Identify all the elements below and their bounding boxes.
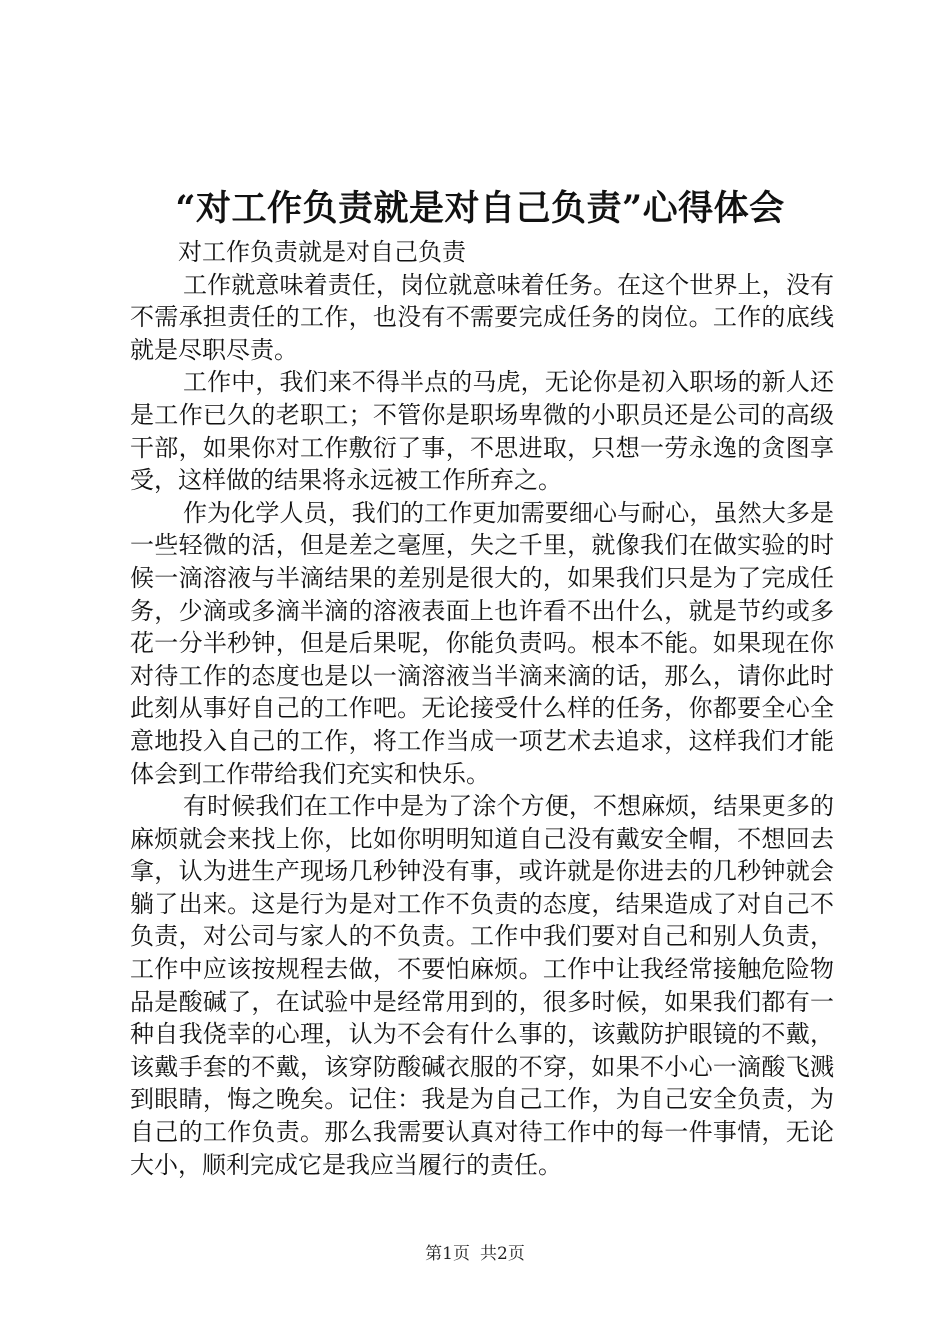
paragraph: 工作就意味着责任，岗位就意味着任务。在这个世界上，没有不需承担责任的工作，也没有不需要完成任务的岗位。工作的底线就是尽职尽责。	[130, 270, 834, 364]
document-subtitle: 对工作负责就是对自己负责	[178, 238, 466, 266]
document-body	[130, 236, 834, 1181]
page-total: 共2页	[480, 1244, 525, 1264]
paragraph: 作为化学人员，我们的工作更加需要细心与耐心，虽然大多是一些轻微的活，但是差之毫厘，失之千里，就像我们在做实验的时候一滴溶液与半滴结果的差别是很大的，如果我们只是为了完成任务，少滴或多滴半滴的溶液表面上也许看不出什么，就是节约或多花一分半秒钟，但是后果呢，你能负责吗。根本不能。如果现在你对待工作的态度也是以一滴溶液当半滴来滴的话，那么，请你此时此刻从事好自己的工作吧。无论接受什么样的任务，你都要全心全意地投入自己的工作，将工作当成一项艺术去追求，这样我们才能体会到工作带给我们充实和快乐。	[130, 498, 834, 788]
paragraph: 工作中，我们来不得半点的马虎，无论你是初入职场的新人还是工作已久的老职工；不管你是职场卑微的小职员还是公司的高级干部，如果你对工作敷衍了事，不思进取，只想一劳永逸的贪图享受，这样做的结果将永远被工作所弃之。	[130, 368, 834, 495]
paragraph: 有时候我们在工作中是为了涂个方便，不想麻烦，结果更多的麻烦就会来找上你，比如你明明知道自己没有戴安全帽，不想回去拿，认为进生产现场几秒钟没有事，或许就是你进去的几秒钟就会躺了出来。这是行为是对工作不负责的态度，结果造成了对自己不负责，对公司与家人的不负责。工作中我们要对自己和别人负责，工作中应该按规程去做，不要怕麻烦。工作中让我经常接触危险物品是酸碱了，在试验中是经常用到的，很多时候，如果我们都有一种自我侥幸的心理，认为不会有什么事的，该戴防护眼镜的不戴，该戴手套的不戴，该穿防酸碱衣服的不穿，如果不小心一滴酸飞溅到眼睛，悔之晚矣。记住：我是为自己工作，为自己安全负责，为自己的工作负责。那么我需要认真对待工作中的每一件事情，无论大小，顺利完成它是我应当履行的责任。	[130, 792, 834, 1179]
document-title: “对工作负责就是对自己负责”心得体会	[175, 188, 785, 229]
page-number: 第1页	[425, 1244, 470, 1264]
page-footer	[0, 1243, 950, 1265]
